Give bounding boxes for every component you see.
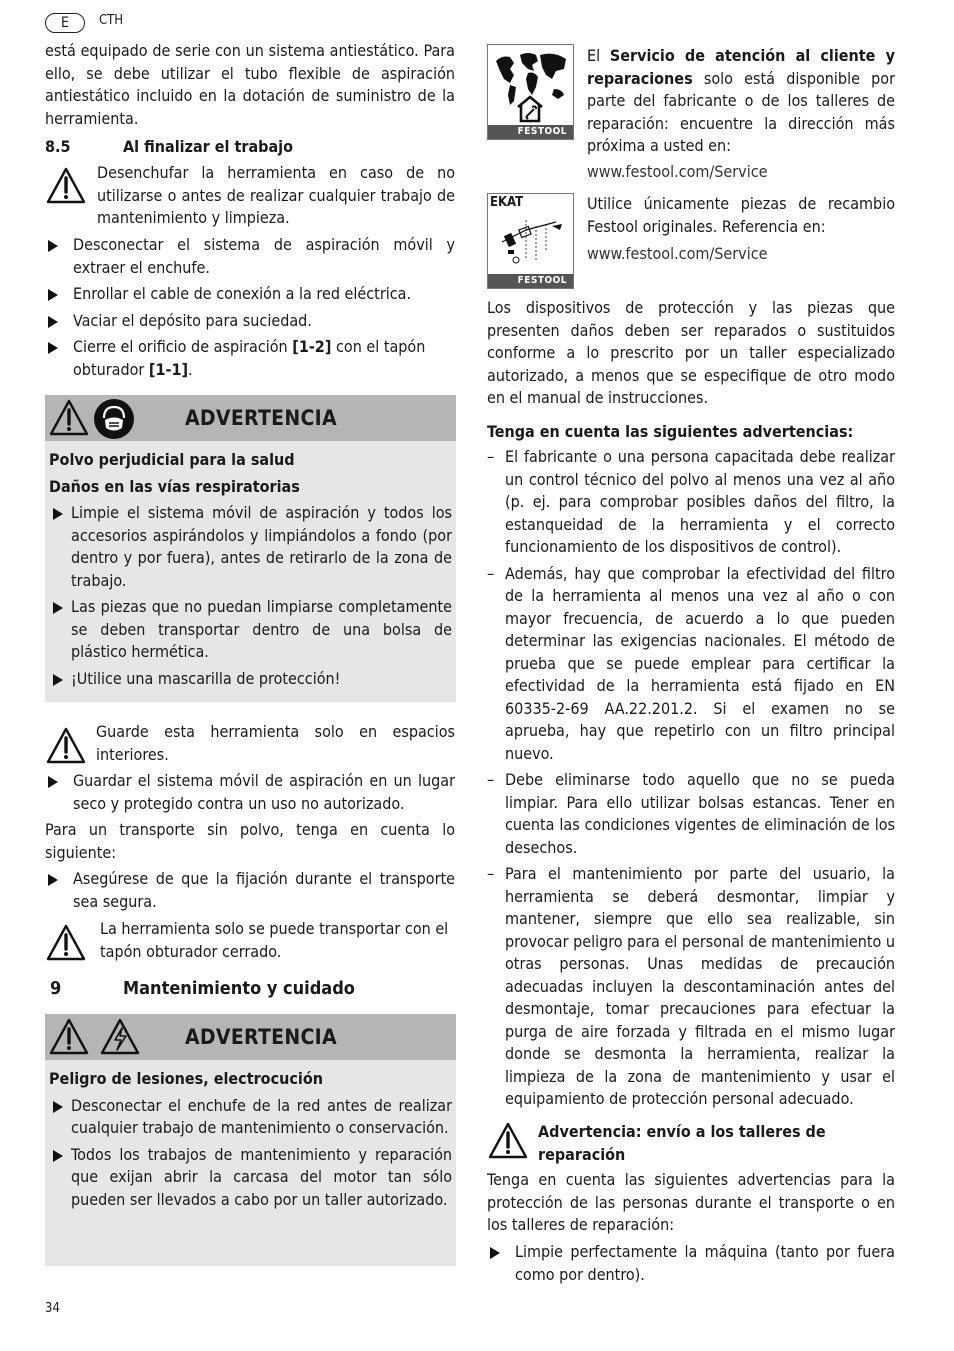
warning-title: ADVERTENCIA (185, 406, 337, 430)
warning-body (45, 441, 456, 698)
warning-triangle-icon (46, 726, 86, 766)
unplug-caution-text: Desenchufar la herramienta en caso de no utilizarse o antes de realizar cualquier trabajo de mantenimiento y limpieza. (97, 163, 455, 227)
warning-triangle-icon (488, 1121, 528, 1161)
bullet-arrow-icon (53, 674, 63, 686)
transport-caution-text: La herramienta solo se puede transportar con el tapón obturador cerrado. (100, 919, 449, 961)
list-item: – Para el mantenimiento por parte del usuario, la herramienta se deberá desmontar, limpiar y mantener, siempre que ello sea realizable, sin provocar peligro para el personal de mantenimiento u otras personas. Unas medidas de precaución adecuadas incluyen la descontaminación antes del desmontaje, tomar precauciones para efectuar la purga de aire forzada y filtrada en el mismo lugar donde se desmonta la herramienta, realizar la limpieza de la zona de mantenimiento y usar el equipamiento de protección personal adecuado. (487, 864, 895, 1108)
section-8-5-title: Al finalizar el trabajo (123, 137, 293, 156)
warning-triangle-icon (49, 398, 89, 438)
list-item: Las piezas que no puedan limpiarse completamente se deben transportar dentro de una bolsa de plástico hermética. (49, 596, 452, 664)
warning-box-electrocution (45, 1014, 456, 1266)
bullet-arrow-icon (48, 240, 58, 252)
transport-paragraph: Para un transporte sin polvo, tenga en cuenta lo siguiente: (45, 820, 455, 862)
warning-body (45, 1060, 456, 1219)
parts-link[interactable]: www.festool.com/Service (587, 244, 768, 263)
list-item: Desconectar el sistema de aspiración móvil y extraer el enchufe. (45, 234, 455, 279)
ekat-label: EKAT (490, 195, 524, 210)
list-item: Cierre el orificio de aspiración [1-2] con el tapón obturador [1-1]. (45, 336, 455, 381)
warning-subtitle: Peligro de lesiones, electrocución (49, 1069, 323, 1088)
bullet-arrow-icon (53, 1150, 63, 1162)
intro-paragraph: está equipado de serie con un sistema antiestático. Para ello, se debe utilizar el tubo flexible de aspiración antiestático incluido en la dotación de suministro de la herramienta. (45, 41, 455, 128)
bullet-arrow-icon (48, 316, 58, 328)
model-label: CTH (99, 13, 124, 28)
list-item: Todos los trabajos de mantenimiento y reparación que exijan abrir la carcasa del motor tan sólo pueden ser llevados a cabo por un taller autorizado. (49, 1144, 452, 1212)
warning-box-dust (45, 395, 456, 702)
list-item: Guardar el sistema móvil de aspiración en un lugar seco y protegido contra un uso no autorizado. (45, 770, 455, 815)
list-item: Asegúrese de que la fijación durante el transporte sea segura. (45, 868, 455, 913)
list-item: Limpie el sistema móvil de aspiración y todos los accesorios aspirándolos y limpiándolos a fondo (por dentro y por fuera), antes de retirarlo de la zona de trabajo. (49, 502, 452, 592)
warning-header (45, 1014, 456, 1060)
page-number: 34 (45, 1301, 60, 1316)
notes-list (487, 446, 895, 1111)
section-9-title: Mantenimiento y cuidado (123, 978, 355, 999)
section-8-5-bullets (45, 234, 455, 381)
bullet-arrow-icon (48, 874, 58, 886)
list-item: Vaciar el depósito para suciedad. (45, 310, 455, 333)
respirator-mask-icon (93, 398, 135, 440)
festool-brand-bar: FESTOOL (488, 274, 573, 288)
service-text: El Servicio de atención al cliente y reparaciones solo está disponible por parte del fabricante o de los talleres de reparación: encuentre la dirección más próxima a usted en: (587, 46, 895, 155)
bullet-arrow-icon (48, 289, 58, 301)
section-8-5-number: 8.5 (45, 137, 71, 156)
language-badge: E (45, 13, 85, 33)
list-item: – Debe eliminarse todo aquello que no se pueda limpiar. Para ello utilizar bolsas estancas. Tener en cuenta las condiciones vigentes de eliminación de los desechos. (487, 770, 895, 857)
list-item: Limpie perfectamente la máquina (tanto por fuera como por dentro). (487, 1241, 895, 1286)
storage-caution-text: Guarde esta herramienta solo en espacios interiores. (96, 722, 455, 764)
bullet-arrow-icon (490, 1247, 500, 1259)
ekat-parts-image (487, 193, 574, 289)
warning-subtitle: Daños en las vías respiratorias (49, 476, 300, 496)
bullet-arrow-icon (48, 776, 58, 788)
festool-brand-bar: FESTOOL (488, 125, 573, 139)
notes-title: Tenga en cuenta las siguientes advertencias: (487, 422, 854, 441)
warning-subtitle: Polvo perjudicial para la salud (49, 450, 295, 469)
exploded-tool-icon (496, 212, 568, 270)
warning-title: ADVERTENCIA (185, 1025, 337, 1049)
section-9-number: 9 (50, 978, 62, 999)
service-link[interactable]: www.festool.com/Service (587, 162, 768, 181)
service-logo-image (487, 44, 574, 140)
shipping-bullets (487, 1241, 895, 1286)
shipping-paragraph: Tenga en cuenta las siguientes advertencias para la protección de las personas durante el transporte o en los talleres de reparación: (487, 1170, 895, 1234)
shipping-warning-title: Advertencia: envío a los talleres de reparación (538, 1122, 826, 1164)
electric-shock-icon (99, 1017, 141, 1057)
list-item: Enrollar el cable de conexión a la red eléctrica. (45, 283, 455, 306)
warning-triangle-icon (46, 923, 86, 963)
list-item: – Además, hay que comprobar la efectividad del filtro de la herramienta al menos una vez al año o con mayor frecuencia, de acuerdo a lo que pueden determinar las exigencias nacionales. El método de prueba que se puede emplear para certificar la efectividad de la herramienta está fijado en EN 60335-2-69 AA.22.201.2. Si el examen no se aprueba, hay que repetirlo con un filtro principal nuevo. (487, 563, 895, 763)
list-item: Desconectar el enchufe de la red antes de realizar cualquier trabajo de mantenimiento o conservación. (49, 1095, 452, 1140)
bullet-arrow-icon (53, 508, 63, 520)
bullet-arrow-icon (53, 1101, 63, 1113)
warning-triangle-icon (46, 166, 86, 206)
list-item: ¡Utilice una mascarilla de protección! (49, 668, 452, 691)
left-intro (45, 40, 455, 130)
warning-header (45, 395, 456, 441)
list-item: – El fabricante o una persona capacitada debe realizar un control técnico del polvo al menos una vez al año (p. ej. para comprobar posibles daños del filtro, la estanqueidad de la herramienta y el correcto funcionamiento de los dispositivos de control). (487, 447, 895, 556)
parts-text: Utilice únicamente piezas de recambio Festool originales. Referencia en: (587, 194, 895, 236)
repair-paragraph: Los dispositivos de protección y las piezas que presenten daños deben ser reparados o sustituidos conforme a lo prescrito por un taller especializado autorizado, a menos que se especifique de otro modo en el manual de instrucciones. (487, 298, 895, 407)
world-map-house-icon (492, 49, 570, 125)
bullet-arrow-icon (48, 342, 58, 354)
warning-triangle-icon (49, 1017, 89, 1057)
storage-section (45, 770, 455, 913)
bullet-arrow-icon (53, 602, 63, 614)
